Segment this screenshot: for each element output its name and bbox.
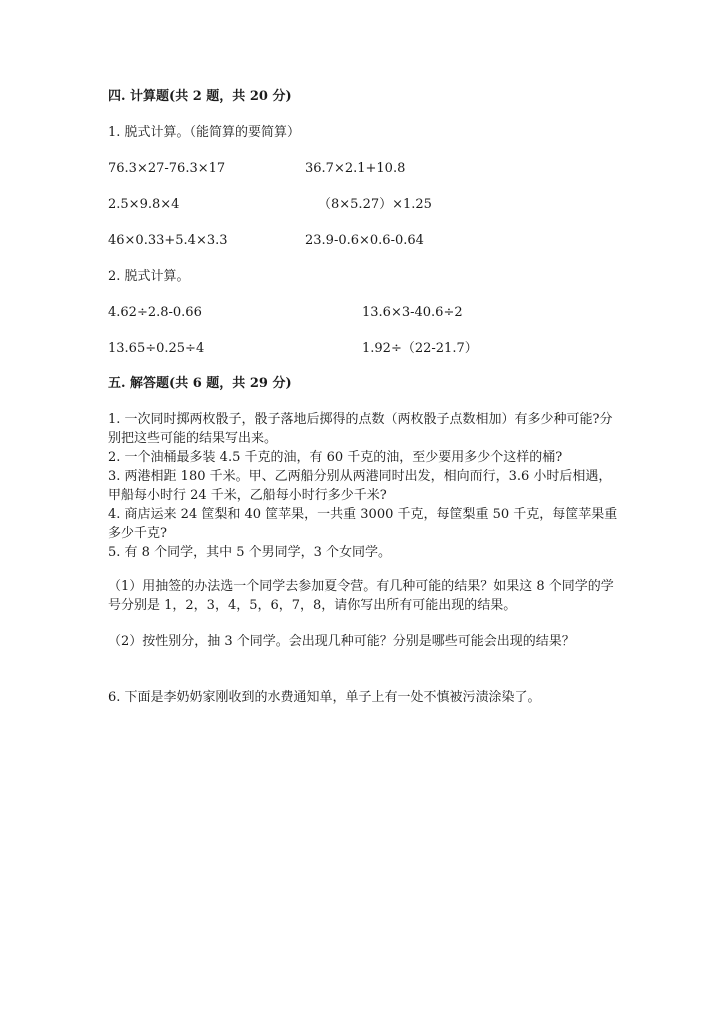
question-1-title: 1. 脱式计算。（能简算的要简算）	[108, 125, 301, 140]
problem-5-part-2: （2）按性别分，抽 3 个同学。会出现几种可能？分别是哪些可能会出现的结果？	[108, 634, 575, 649]
problem-2: 2. 一个油桶最多装 4.5 千克的油，有 60 千克的油，至少要用多少个这样的桶?	[108, 450, 563, 465]
section-5-title: 五. 解答题(共 6 题，共 29 分)	[108, 376, 292, 391]
problem-3: 3. 两港相距 180 千米。甲、乙两船分别从两港同时出发，相向而行，3.6 小时后相遇，甲船每小时行 24 千米，乙船每小时行多少千米?	[108, 469, 612, 503]
q1-expression-3: 2.5×9.8×4	[108, 197, 180, 212]
problem-1: 1. 一次同时掷两枚骰子，骰子落地后掷得的点数（两枚骰子点数相加）有多少种可能?分别把这些可能的结果写出来。	[108, 412, 613, 446]
q1-expression-1: 76.3×27-76.3×17	[108, 161, 226, 176]
problem-4: 4. 商店运来 24 筐梨和 40 筐苹果，一共重 3000 千克，每筐梨重 50 千克，每筐苹果重多少千克?	[108, 507, 618, 541]
q1-expression-6: 23.9-0.6×0.6-0.64	[305, 233, 424, 248]
problem-5: 5. 有 8 个同学，其中 5 个男同学，3 个女同学。	[108, 545, 392, 560]
q2-expression-3: 13.65÷0.25÷4	[108, 341, 205, 356]
section-4-title: 四. 计算题(共 2 题，共 20 分)	[108, 89, 292, 104]
problem-6: 6. 下面是李奶奶家刚收到的水费通知单，单子上有一处不慎被污渍涂染了。	[108, 690, 541, 705]
question-2-title: 2. 脱式计算。	[108, 269, 190, 284]
q2-expression-1: 4.62÷2.8-0.66	[108, 305, 202, 320]
q1-expression-2: 36.7×2.1+10.8	[305, 161, 406, 176]
q1-expression-4: （8×5.27）×1.25	[318, 197, 432, 212]
problem-5-part-1: （1）用抽签的办法选一个同学去参加夏令营。有几种可能的结果？如果这 8 个同学的学号分别是 1，2，3，4，5，6，7，8，请你写出所有可能出现的结果。	[108, 579, 614, 613]
problem-list	[108, 410, 618, 562]
q2-expression-4: 1.92÷（22-21.7）	[362, 341, 478, 356]
q1-expression-5: 46×0.33+5.4×3.3	[108, 233, 228, 248]
q2-expression-2: 13.6×3-40.6÷2	[362, 305, 463, 320]
